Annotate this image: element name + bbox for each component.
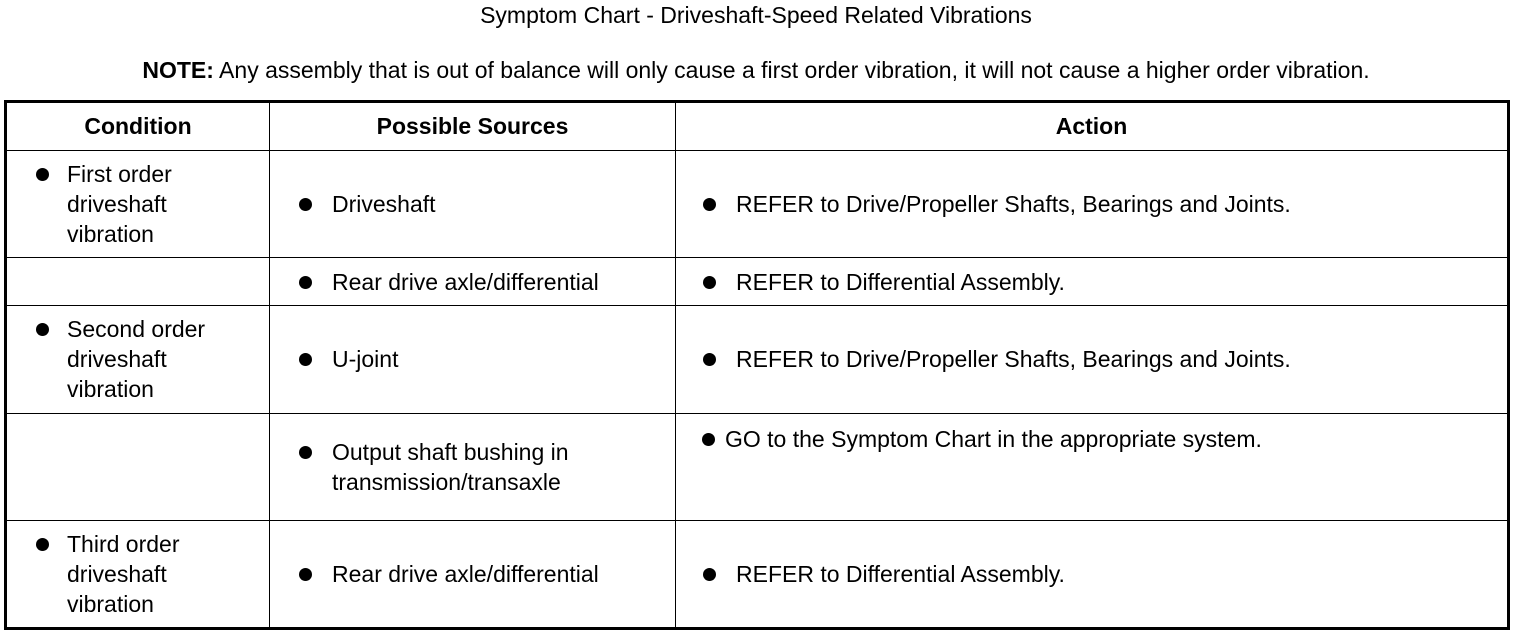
action-text: GO to the Symptom Chart in the appropriate system. — [725, 425, 1262, 452]
bullet-icon — [703, 276, 716, 289]
page-title: Symptom Chart - Driveshaft-Speed Related Vibrations — [480, 2, 1032, 28]
bullet-icon — [703, 198, 716, 211]
bullet-icon — [36, 168, 49, 181]
note-body: Any assembly that is out of balance will only cause a first order vibration, it will not cause a higher order vibration. — [213, 57, 1370, 83]
action-cell — [676, 306, 1509, 413]
table-row — [6, 151, 1509, 258]
condition-line: vibration — [67, 221, 154, 248]
source-cell — [270, 520, 676, 628]
condition-cell — [6, 306, 270, 413]
source-text: U-joint — [332, 346, 399, 373]
action-cell — [676, 151, 1509, 258]
table-row — [6, 520, 1509, 628]
condition-cell — [6, 151, 270, 258]
action-text: REFER to Drive/Propeller Shafts, Bearings and Joints. — [736, 346, 1291, 373]
condition-line: driveshaft — [67, 191, 167, 218]
bullet-icon — [299, 568, 312, 581]
bullet-icon — [703, 353, 716, 366]
note-label: NOTE: — [142, 57, 214, 83]
bullet-icon — [299, 276, 312, 289]
header-possible-sources: Possible Sources — [270, 102, 676, 151]
bullet-icon — [36, 538, 49, 551]
source-cell — [270, 258, 676, 306]
header-condition: Condition — [6, 102, 270, 151]
source-cell — [270, 306, 676, 413]
bullet-icon — [703, 568, 716, 581]
condition-line: First order — [67, 161, 172, 188]
source-cell — [270, 151, 676, 258]
symptom-table — [4, 100, 1510, 630]
table-row — [6, 258, 1509, 306]
source-cell — [270, 413, 676, 520]
condition-line: Third order — [67, 530, 180, 557]
action-text: REFER to Differential Assembly. — [736, 268, 1065, 295]
bullet-icon — [702, 433, 715, 446]
table-header-row — [6, 102, 1509, 151]
condition-line: Second order — [67, 316, 206, 343]
bullet-icon — [299, 446, 312, 459]
condition-line: vibration — [67, 590, 154, 617]
table-row — [6, 413, 1509, 520]
condition-line: driveshaft — [67, 560, 167, 587]
table-row — [6, 306, 1509, 413]
bullet-icon — [299, 353, 312, 366]
source-text: Rear drive axle/differential — [332, 560, 599, 587]
action-cell — [676, 520, 1509, 628]
action-text: REFER to Differential Assembly. — [736, 560, 1065, 587]
source-text: Rear drive axle/differential — [332, 268, 599, 295]
source-text: Driveshaft — [332, 191, 436, 218]
condition-line: driveshaft — [67, 346, 167, 373]
source-line: Output shaft bushing in — [332, 438, 569, 465]
header-action: Action — [676, 102, 1509, 151]
bullet-icon — [36, 323, 49, 336]
action-text: REFER to Drive/Propeller Shafts, Bearings and Joints. — [736, 191, 1291, 218]
source-line: transmission/transaxle — [332, 468, 561, 495]
condition-cell — [6, 258, 270, 306]
note-text — [0, 56, 1512, 84]
action-cell — [676, 413, 1509, 520]
condition-cell — [6, 413, 270, 520]
bullet-icon — [299, 198, 312, 211]
condition-cell — [6, 520, 270, 628]
action-cell — [676, 258, 1509, 306]
condition-line: vibration — [67, 376, 154, 403]
